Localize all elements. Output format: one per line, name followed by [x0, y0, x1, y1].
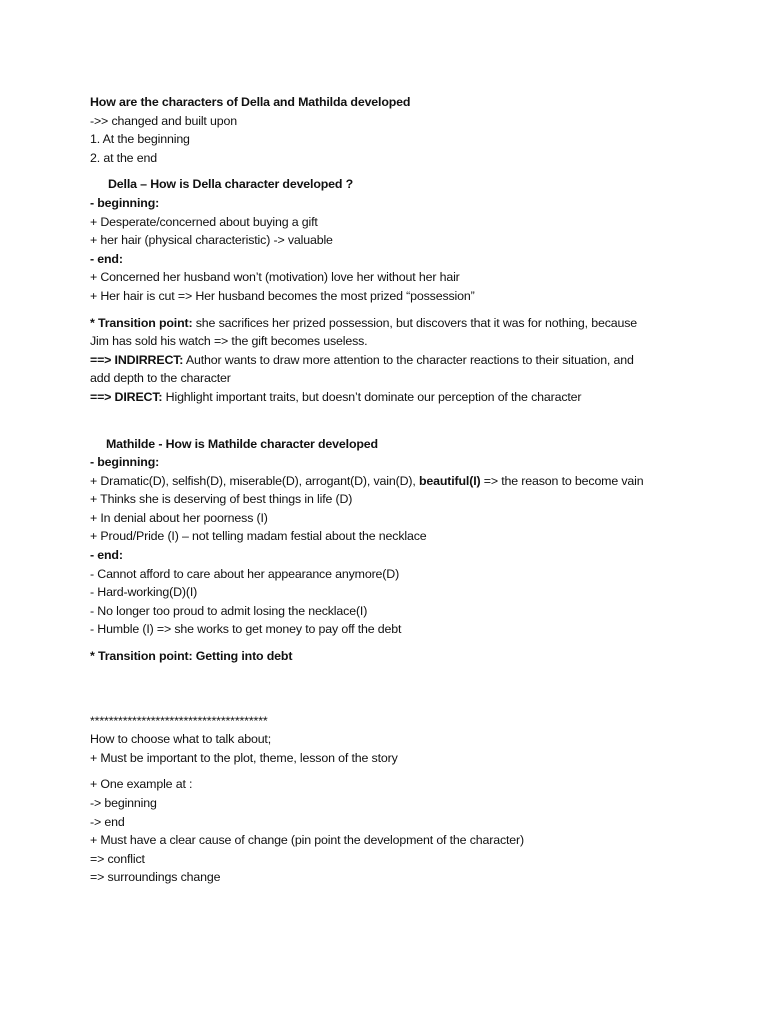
document-title: How are the characters of Della and Mathilda developed	[90, 95, 411, 109]
mathilde-end-label: - end:	[90, 548, 123, 563]
mathilde-beginning-item: + Proud/Pride (I) – not telling madam festial about the necklace	[90, 529, 427, 544]
mathilde-trait-beautiful: beautiful(I)	[418, 473, 481, 488]
tips-line: + Must be important to the plot, theme, lesson of the story	[90, 750, 398, 765]
indirect-label: ==> INDIRRECT:	[90, 352, 184, 367]
mathilde-traits: + Dramatic(D), selfish(D), miserable(D), arrogant(D), vain(D),	[90, 473, 419, 488]
della-beginning-item: + her hair (physical characteristic) -> valuable	[90, 233, 333, 248]
transition-text-continued: Jim has sold his watch => the gift becomes useless.	[90, 334, 368, 349]
della-beginning-label: - beginning:	[90, 195, 160, 210]
intro-line-1: ->> changed and built upon	[90, 113, 237, 128]
mathilde-trait-reason: => the reason to become vain	[480, 473, 644, 488]
direct-label: ==> DIRECT:	[90, 389, 163, 404]
mathilde-beginning-item: + In denial about her poorness (I)	[90, 510, 268, 525]
della-end-item: + Her hair is cut => Her husband becomes the most prized “possession”	[90, 288, 475, 303]
intro-line-3: 2. at the end	[90, 150, 157, 165]
indirect-text-continued: add depth to the character	[90, 371, 231, 386]
transition-label: * Transition point:	[90, 315, 193, 330]
direct-text: Highlight important traits, but doesn’t dominate our perception of the character	[162, 389, 582, 404]
tips-line: -> beginning	[90, 796, 157, 810]
transition-point-1	[90, 314, 730, 333]
tips-line: + Must have a clear cause of change (pin point the development of the character)	[90, 833, 524, 848]
della-beginning-item: + Desperate/concerned about buying a gift	[90, 214, 318, 229]
mathilde-beginning-item	[90, 472, 730, 491]
tips-line: -> end	[90, 814, 125, 829]
intro-line-2: 1. At the beginning	[90, 132, 190, 147]
tips-line: => surroundings change	[90, 870, 221, 885]
mathilde-beginning-label: - beginning:	[90, 455, 160, 470]
transition-text: she sacrifices her prized possession, but discovers that it was for nothing, because	[192, 315, 638, 330]
indirect-note	[90, 351, 730, 370]
direct-note	[90, 388, 730, 407]
mathilde-end-item: - Cannot afford to care about her appearance anymore(D)	[90, 566, 400, 581]
indirect-text: Author wants to draw more attention to the character reactions to their situation, and	[183, 352, 634, 367]
document-body	[90, 93, 730, 887]
section-divider: **************************************	[90, 713, 268, 728]
della-end-label: - end:	[90, 251, 123, 266]
tips-line: => conflict	[90, 851, 145, 866]
mathilde-heading: Mathilde - How is Mathilde character developed	[106, 436, 378, 451]
mathilde-end-item: - Hard-working(D)(I)	[90, 585, 198, 600]
mathilde-beginning-item: + Thinks she is deserving of best things in life (D)	[90, 492, 353, 507]
mathilde-end-item: - No longer too proud to admit losing the necklace(I)	[90, 603, 368, 618]
transition-point-2: * Transition point: Getting into debt	[90, 649, 293, 664]
della-heading: Della – How is Della character developed ?	[108, 177, 354, 192]
tips-line: + One example at :	[90, 777, 193, 792]
mathilde-end-item: - Humble (I) => she works to get money to pay off the debt	[90, 622, 402, 637]
tips-line: How to choose what to talk about;	[90, 732, 272, 747]
della-end-item: + Concerned her husband won’t (motivation) love her without her hair	[90, 270, 460, 285]
